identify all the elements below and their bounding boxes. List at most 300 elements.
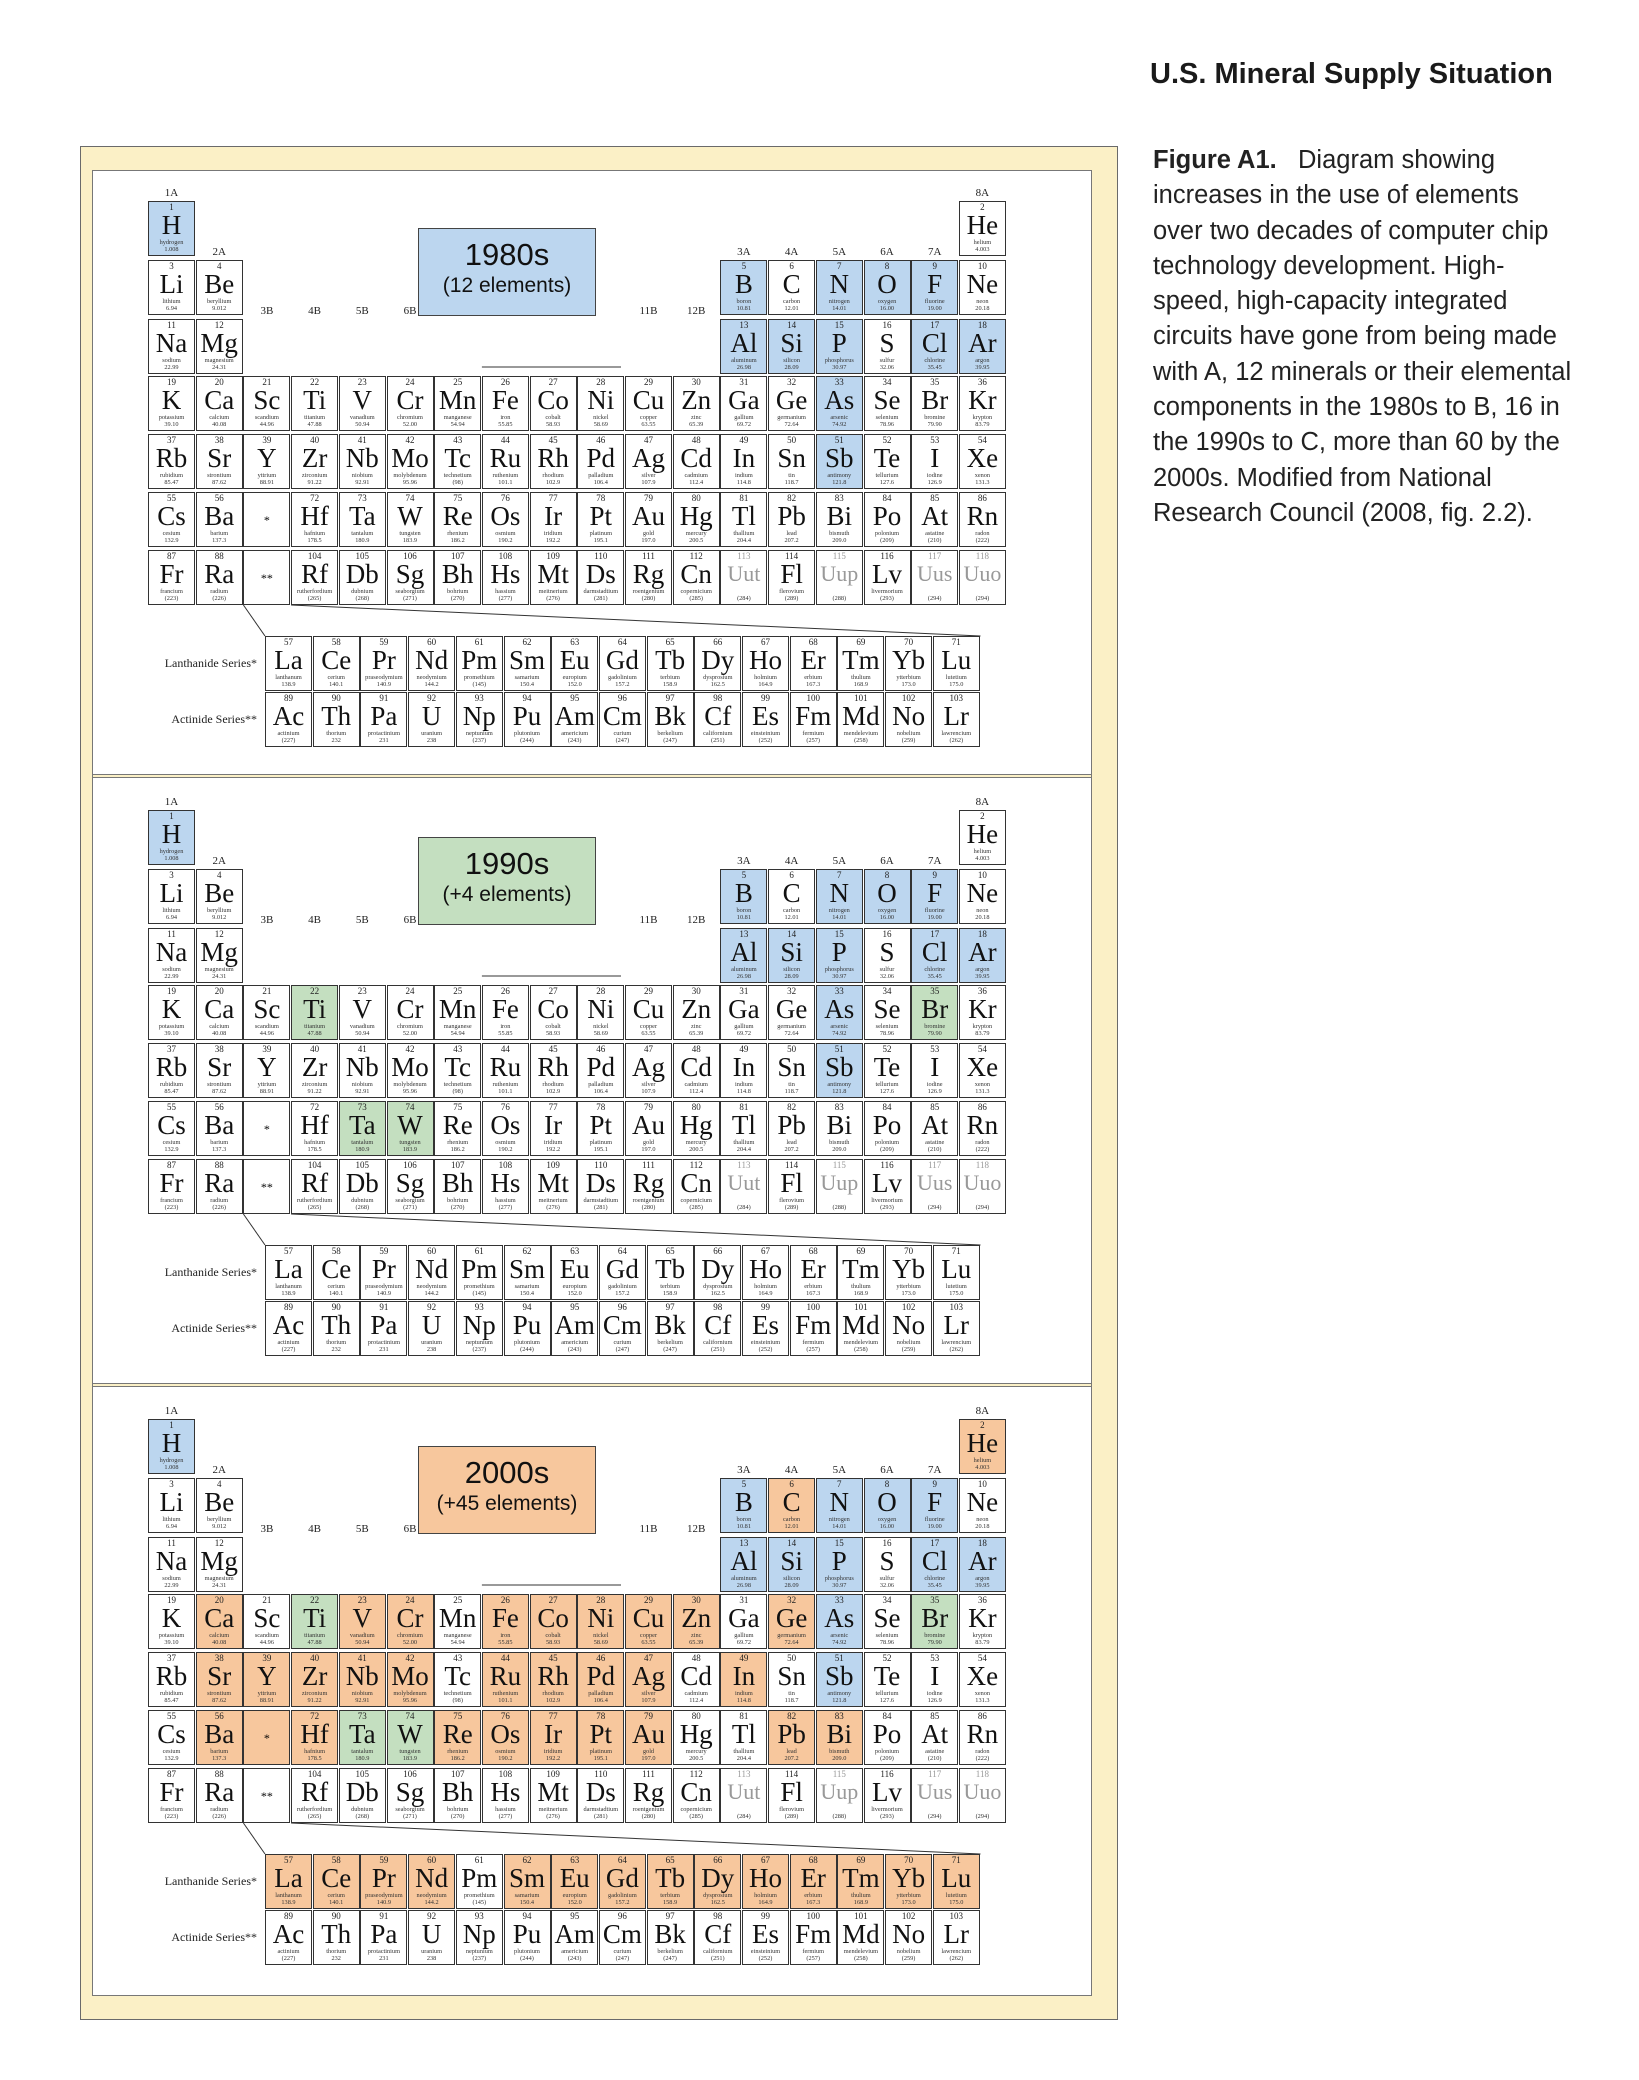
element-name: californium	[703, 1339, 733, 1346]
element-name: rhenium	[447, 530, 469, 537]
atomic-weight: 65.39	[689, 421, 704, 428]
element-name: carbon	[783, 298, 801, 305]
atomic-weight: (268)	[355, 595, 370, 602]
atomic-weight: 150.4	[519, 1290, 535, 1297]
element-cell-ds	[577, 1768, 624, 1823]
atomic-number: 19	[167, 986, 176, 996]
atomic-number: 21	[262, 377, 272, 387]
atomic-weight: 190.2	[498, 1146, 513, 1153]
element-cell-tb	[647, 636, 694, 691]
element-symbol: Bh	[441, 1168, 474, 1198]
atomic-weight: 106.4	[593, 1088, 608, 1095]
group-label: 5B	[355, 914, 369, 926]
atomic-number: 113	[737, 551, 751, 561]
element-name: lanthanum	[275, 674, 302, 681]
element-cell-md	[837, 692, 884, 747]
element-cell-am	[551, 1910, 598, 1965]
element-name: zirconium	[301, 1690, 328, 1697]
element-cell-ta	[339, 492, 386, 547]
element-name: flerovium	[779, 588, 805, 595]
atomic-number: 101	[854, 1911, 868, 1921]
atomic-number: 44	[500, 1653, 510, 1663]
atomic-weight: 183.9	[402, 1755, 418, 1762]
atomic-number: 70	[904, 1246, 914, 1256]
element-symbol: Sb	[825, 443, 854, 473]
atomic-number: 81	[739, 1102, 749, 1112]
element-name: ytterbium	[896, 1283, 921, 1290]
atomic-weight: 58.93	[546, 1639, 561, 1646]
element-name: selenium	[875, 414, 899, 421]
element-name: protactinium	[367, 1339, 400, 1346]
element-symbol: Yb	[892, 1863, 926, 1893]
atomic-weight: 195.1	[593, 1755, 608, 1762]
element-cell-na	[148, 319, 195, 374]
atomic-number: 53	[930, 435, 940, 445]
element-symbol: Eu	[559, 1863, 590, 1893]
atomic-number: 57	[284, 1246, 293, 1256]
element-cell-si	[768, 319, 815, 374]
element-name: aluminum	[731, 1575, 757, 1582]
element-symbol: Ge	[775, 385, 808, 415]
element-cell-kr	[959, 985, 1006, 1040]
atomic-weight: (251)	[710, 1346, 725, 1353]
element-name: germanium	[777, 1023, 806, 1030]
element-name: selenium	[875, 1023, 899, 1030]
element-symbol: Ta	[349, 1719, 376, 1749]
element-cell-ar	[959, 1537, 1006, 1592]
element-name: tin	[788, 1081, 795, 1088]
group-label: 1A	[164, 187, 179, 199]
atomic-weight: 92.91	[355, 1088, 370, 1095]
atomic-number: 98	[713, 1302, 723, 1312]
element-symbol: Sc	[253, 1603, 281, 1633]
element-symbol: Cl	[921, 937, 948, 967]
atomic-number: 100	[806, 1302, 820, 1312]
atomic-weight: 102.9	[546, 1088, 561, 1095]
element-symbol: Gd	[605, 1254, 639, 1284]
series-placeholder: *	[243, 1101, 290, 1156]
element-name: scandium	[254, 414, 279, 421]
element-cell-fe	[482, 1594, 529, 1649]
element-name: iridium	[543, 1748, 563, 1755]
element-cell-at	[911, 492, 958, 547]
atomic-number: 108	[498, 1769, 513, 1779]
atomic-number: 102	[901, 1302, 916, 1312]
element-cell-sn	[768, 1043, 815, 1098]
element-name: fermium	[802, 1948, 825, 1955]
atomic-number: 6	[789, 870, 794, 880]
element-name: cerium	[327, 674, 345, 681]
atomic-weight: 140.9	[376, 1290, 391, 1297]
element-name: mercury	[685, 530, 707, 537]
element-name: hassium	[495, 588, 516, 595]
atomic-weight: 178.5	[307, 537, 322, 544]
atomic-number: 99	[761, 1302, 770, 1312]
element-cell-bk	[647, 1910, 694, 1965]
atomic-weight: 200.5	[689, 1755, 704, 1762]
element-cell-fr	[148, 1159, 195, 1214]
atomic-weight: 195.1	[593, 537, 608, 544]
element-symbol: No	[892, 1310, 926, 1340]
element-cell-fm	[790, 1301, 837, 1356]
atomic-number: 6	[789, 1479, 794, 1489]
atomic-weight: (268)	[355, 1204, 370, 1211]
element-symbol: Pb	[777, 1110, 806, 1140]
element-cell-po	[864, 1101, 911, 1156]
atomic-weight: 121.8	[832, 479, 847, 486]
element-cell-ga	[720, 1594, 767, 1649]
element-name: actinium	[277, 730, 300, 737]
atomic-weight: 85.47	[164, 1088, 179, 1095]
element-cell-sm	[504, 1854, 551, 1909]
element-name: bismuth	[829, 1139, 850, 1146]
element-symbol: Uuo	[963, 561, 1002, 586]
atomic-weight: 6.94	[165, 305, 178, 312]
element-name: tungsten	[399, 530, 421, 537]
element-symbol: Si	[780, 937, 803, 967]
element-cell-mg	[196, 319, 243, 374]
element-symbol: Hf	[300, 501, 329, 531]
element-name: cesium	[162, 1748, 181, 1755]
element-name: fermium	[802, 730, 825, 737]
element-cell-hs	[482, 1768, 529, 1823]
atomic-number: 65	[665, 1246, 675, 1256]
element-symbol: Li	[159, 269, 184, 299]
element-symbol: Uup	[820, 1779, 859, 1804]
element-name: indium	[734, 1081, 753, 1088]
element-symbol: Mo	[391, 1052, 429, 1082]
atomic-weight: (247)	[615, 737, 630, 744]
element-symbol: Ca	[204, 994, 235, 1024]
element-name: meitnerium	[538, 1806, 568, 1813]
atomic-weight: 207.2	[784, 1146, 799, 1153]
atomic-number: 99	[761, 1911, 770, 1921]
atomic-weight: 24.31	[212, 364, 227, 371]
element-symbol: O	[877, 878, 897, 908]
atomic-number: 78	[596, 493, 606, 503]
element-symbol: Ni	[587, 1603, 615, 1633]
atomic-weight: 95.96	[402, 1088, 418, 1095]
element-symbol: Es	[752, 1310, 779, 1340]
element-cell-zr	[291, 434, 338, 489]
element-symbol: Be	[204, 269, 235, 299]
element-symbol: Hg	[679, 1719, 713, 1749]
caption-text: Diagram showing increases in the use of elements over two decades of computer chip technology development. High-speed, high-capacity integrated circuits have gone from being made with A, 12 minerals or their elemental components in the 1980s to B, 16 in the 1990s to C, more than 60 by the 2000s. Modified from National Research Council (2008, fig. 2.2).	[1153, 146, 1572, 527]
atomic-weight: (284)	[737, 1204, 751, 1211]
atomic-weight: (247)	[615, 1955, 630, 1962]
atomic-weight: 10.81	[736, 1523, 751, 1530]
atomic-number: 66	[713, 1855, 723, 1865]
element-symbol: Hf	[300, 1110, 329, 1140]
atomic-number: 99	[761, 693, 770, 703]
atomic-number: 100	[806, 693, 820, 703]
element-cell-in	[720, 434, 767, 489]
element-symbol: Co	[537, 994, 569, 1024]
element-name: hydrogen	[159, 1457, 184, 1464]
element-cell-gd	[599, 1854, 646, 1909]
element-name: sulfur	[879, 966, 895, 973]
element-cell-cf	[694, 1910, 741, 1965]
element-symbol: Co	[537, 385, 569, 415]
element-name: sulfur	[879, 1575, 895, 1582]
atomic-weight: 238	[426, 1955, 437, 1962]
group-label: 4A	[784, 855, 799, 867]
element-symbol: Ds	[585, 559, 616, 589]
atomic-number: 59	[379, 637, 389, 647]
element-symbol: As	[824, 385, 855, 415]
element-name: actinium	[277, 1339, 300, 1346]
element-cell-cl	[911, 1537, 958, 1592]
element-cell-sc	[243, 985, 290, 1040]
atomic-weight: 168.9	[853, 1290, 868, 1297]
element-cell-rg	[625, 1768, 672, 1823]
atomic-weight: 121.8	[832, 1697, 847, 1704]
element-name: bismuth	[829, 530, 850, 537]
element-name: helium	[973, 239, 992, 246]
atomic-weight: (288)	[832, 1204, 847, 1211]
atomic-number: 76	[500, 1711, 510, 1721]
atomic-number: 109	[546, 551, 560, 561]
element-symbol: Cm	[602, 701, 642, 731]
element-symbol: Yb	[892, 645, 926, 675]
atomic-weight: 144.2	[424, 1290, 439, 1297]
element-name: tungsten	[399, 1748, 421, 1755]
atomic-weight: (294)	[927, 1813, 942, 1820]
element-symbol: Au	[632, 501, 665, 531]
element-cell-sr	[196, 1652, 243, 1707]
atomic-weight: 55.85	[498, 1030, 513, 1037]
atomic-number: 81	[739, 493, 749, 503]
element-name: uranium	[421, 1948, 443, 1955]
element-name: xenon	[974, 472, 991, 479]
atomic-number: 47	[644, 435, 653, 445]
atomic-weight: 83.79	[975, 1639, 990, 1646]
element-symbol: Uut	[727, 561, 761, 586]
element-name: rhenium	[447, 1748, 469, 1755]
atomic-weight: 152.0	[567, 681, 582, 688]
element-cell-se	[864, 985, 911, 1040]
element-cell-db	[339, 1768, 386, 1823]
atomic-weight: (289)	[784, 1204, 799, 1211]
element-cell-ho	[742, 1245, 789, 1300]
atomic-weight: 88.91	[259, 479, 274, 486]
element-symbol: Pu	[512, 1310, 542, 1340]
atomic-number: 8	[884, 261, 890, 271]
element-symbol: C	[782, 269, 801, 299]
atomic-weight: 190.2	[498, 537, 513, 544]
atomic-number: 112	[689, 1160, 703, 1170]
element-symbol: Sg	[395, 1168, 425, 1198]
element-symbol: Mo	[391, 1661, 429, 1691]
element-symbol: Ac	[272, 1310, 305, 1340]
atomic-weight: 164.9	[758, 681, 773, 688]
element-symbol: Cn	[680, 1168, 712, 1198]
atomic-number: 3	[169, 1479, 174, 1489]
atomic-number: 107	[450, 1160, 465, 1170]
atomic-weight: 26.98	[736, 1582, 751, 1589]
element-symbol: Mg	[200, 1546, 238, 1576]
element-name: gadolinium	[608, 1892, 637, 1899]
element-symbol: As	[824, 1603, 855, 1633]
atomic-number: 52	[882, 1653, 892, 1663]
element-name: manganese	[443, 1632, 472, 1639]
element-name: ruthenium	[492, 472, 519, 479]
element-name: fluorine	[924, 298, 945, 305]
element-name: holmium	[754, 1283, 777, 1290]
atomic-weight: (258)	[854, 1346, 868, 1353]
element-symbol: I	[930, 443, 940, 473]
atomic-number: 40	[310, 1044, 320, 1054]
element-cell-cn	[673, 1768, 720, 1823]
atomic-weight: (98)	[452, 1088, 463, 1095]
element-name: technetium	[443, 1081, 472, 1088]
element-symbol: Dy	[701, 645, 735, 675]
element-symbol: Sr	[207, 1661, 232, 1691]
element-cell-uus	[911, 550, 958, 605]
element-symbol: Bi	[826, 501, 853, 531]
element-cell-co	[530, 985, 577, 1040]
element-symbol: He	[966, 819, 999, 849]
atomic-weight: 74.92	[832, 421, 847, 428]
atomic-weight: 74.92	[832, 1030, 847, 1037]
atomic-weight: 167.3	[806, 681, 821, 688]
element-name: cesium	[162, 530, 181, 537]
element-symbol: Ra	[204, 1168, 235, 1198]
element-symbol: Db	[345, 559, 379, 589]
element-name: boron	[736, 907, 752, 914]
element-symbol: Ni	[587, 994, 615, 1024]
element-cell-er	[790, 636, 837, 691]
atomic-number: 106	[403, 551, 417, 561]
atomic-number: 14	[787, 929, 797, 939]
element-cell-ag	[625, 1043, 672, 1098]
element-cell-ca	[196, 1594, 243, 1649]
atomic-number: 103	[949, 693, 964, 703]
element-name: rhodium	[542, 472, 564, 479]
element-cell-fm	[790, 1910, 837, 1965]
atomic-weight: 204.4	[736, 537, 751, 544]
element-symbol: Se	[873, 385, 901, 415]
element-name: nickel	[593, 1632, 609, 1639]
element-cell-os	[482, 1101, 529, 1156]
atomic-weight: (244)	[520, 1346, 534, 1353]
atomic-number: 56	[214, 1711, 224, 1721]
atomic-weight: 162.5	[710, 681, 725, 688]
element-cell-tc	[434, 1652, 481, 1707]
atomic-weight: (222)	[975, 1755, 990, 1762]
element-symbol: Ce	[321, 1863, 352, 1893]
element-cell-lu	[933, 1854, 980, 1909]
atomic-weight: 112.4	[689, 1697, 704, 1704]
element-name: silicon	[783, 357, 800, 364]
element-cell-ag	[625, 434, 672, 489]
atomic-number: 85	[930, 493, 940, 503]
element-symbol: F	[927, 878, 943, 908]
element-cell-s	[864, 319, 911, 374]
element-cell-rb	[148, 434, 195, 489]
element-symbol: Nd	[415, 645, 449, 675]
element-name: copernicium	[680, 588, 712, 595]
atomic-weight: 19.00	[927, 1523, 942, 1530]
atomic-number: 27	[548, 377, 558, 387]
atomic-number: 44	[500, 435, 510, 445]
element-name: gold	[642, 1748, 655, 1755]
element-name: polonium	[874, 1139, 900, 1146]
element-cell-cd	[673, 1652, 720, 1707]
element-symbol: Gd	[605, 645, 639, 675]
element-symbol: Y	[257, 1661, 277, 1691]
atomic-number: 39	[262, 435, 272, 445]
element-symbol: Rf	[301, 1168, 329, 1198]
element-symbol: Cf	[704, 701, 732, 731]
element-name: nobelium	[896, 1339, 921, 1346]
atomic-weight: 173.0	[901, 1899, 916, 1906]
element-symbol: Sn	[777, 1052, 806, 1082]
element-name: thulium	[851, 674, 871, 681]
element-cell-cn	[673, 1159, 720, 1214]
atomic-weight: (252)	[758, 1955, 773, 1962]
group-label: 5B	[355, 1523, 369, 1535]
element-symbol: Pu	[512, 701, 542, 731]
element-name: americium	[561, 1948, 589, 1955]
element-name: holmium	[754, 1892, 777, 1899]
element-name: rubidium	[159, 1081, 184, 1088]
element-symbol: Po	[872, 501, 902, 531]
atomic-weight: 114.8	[736, 479, 751, 486]
element-symbol: Kr	[968, 1603, 997, 1633]
element-name: niobium	[351, 1081, 373, 1088]
element-symbol: Re	[442, 501, 473, 531]
element-symbol: Mt	[537, 1168, 569, 1198]
atomic-number: 91	[379, 1911, 389, 1921]
element-name: meitnerium	[538, 1197, 568, 1204]
element-symbol: Br	[921, 1603, 949, 1633]
element-symbol: Tm	[842, 1863, 880, 1893]
group-label: 4A	[784, 246, 799, 258]
atomic-weight: 209.0	[832, 537, 847, 544]
element-cell-hs	[482, 1159, 529, 1214]
element-cell-lv	[864, 1768, 911, 1823]
element-cell-ti	[291, 376, 338, 431]
atomic-number: 61	[474, 1855, 484, 1865]
element-name: vanadium	[349, 1632, 375, 1639]
element-cell-ba	[196, 1710, 243, 1765]
atomic-number: 97	[665, 1302, 675, 1312]
element-name: dubnium	[351, 1197, 374, 1204]
atomic-number: 75	[453, 1102, 463, 1112]
element-symbol: Tl	[731, 501, 756, 531]
atomic-number: 26	[500, 986, 510, 996]
atomic-weight: 19.00	[927, 305, 942, 312]
decade-subtitle: (+4 elements)	[442, 883, 572, 906]
group-label: 12B	[687, 305, 706, 317]
atomic-number: 55	[167, 493, 176, 503]
element-symbol: Cs	[157, 1110, 186, 1140]
element-cell-pb	[768, 1101, 815, 1156]
element-cell-o	[864, 869, 911, 924]
atomic-weight: 238	[426, 737, 437, 744]
element-name: bromine	[924, 1632, 946, 1639]
element-cell-yb	[885, 1854, 932, 1909]
atomic-weight: (223)	[164, 1204, 179, 1211]
atomic-number: 41	[357, 435, 367, 445]
element-symbol: Cu	[632, 994, 665, 1024]
atomic-weight: 150.4	[519, 1899, 535, 1906]
element-symbol: Os	[490, 501, 521, 531]
element-symbol: Cr	[396, 385, 424, 415]
decade-title-box	[418, 837, 596, 925]
element-symbol: Hg	[679, 501, 713, 531]
